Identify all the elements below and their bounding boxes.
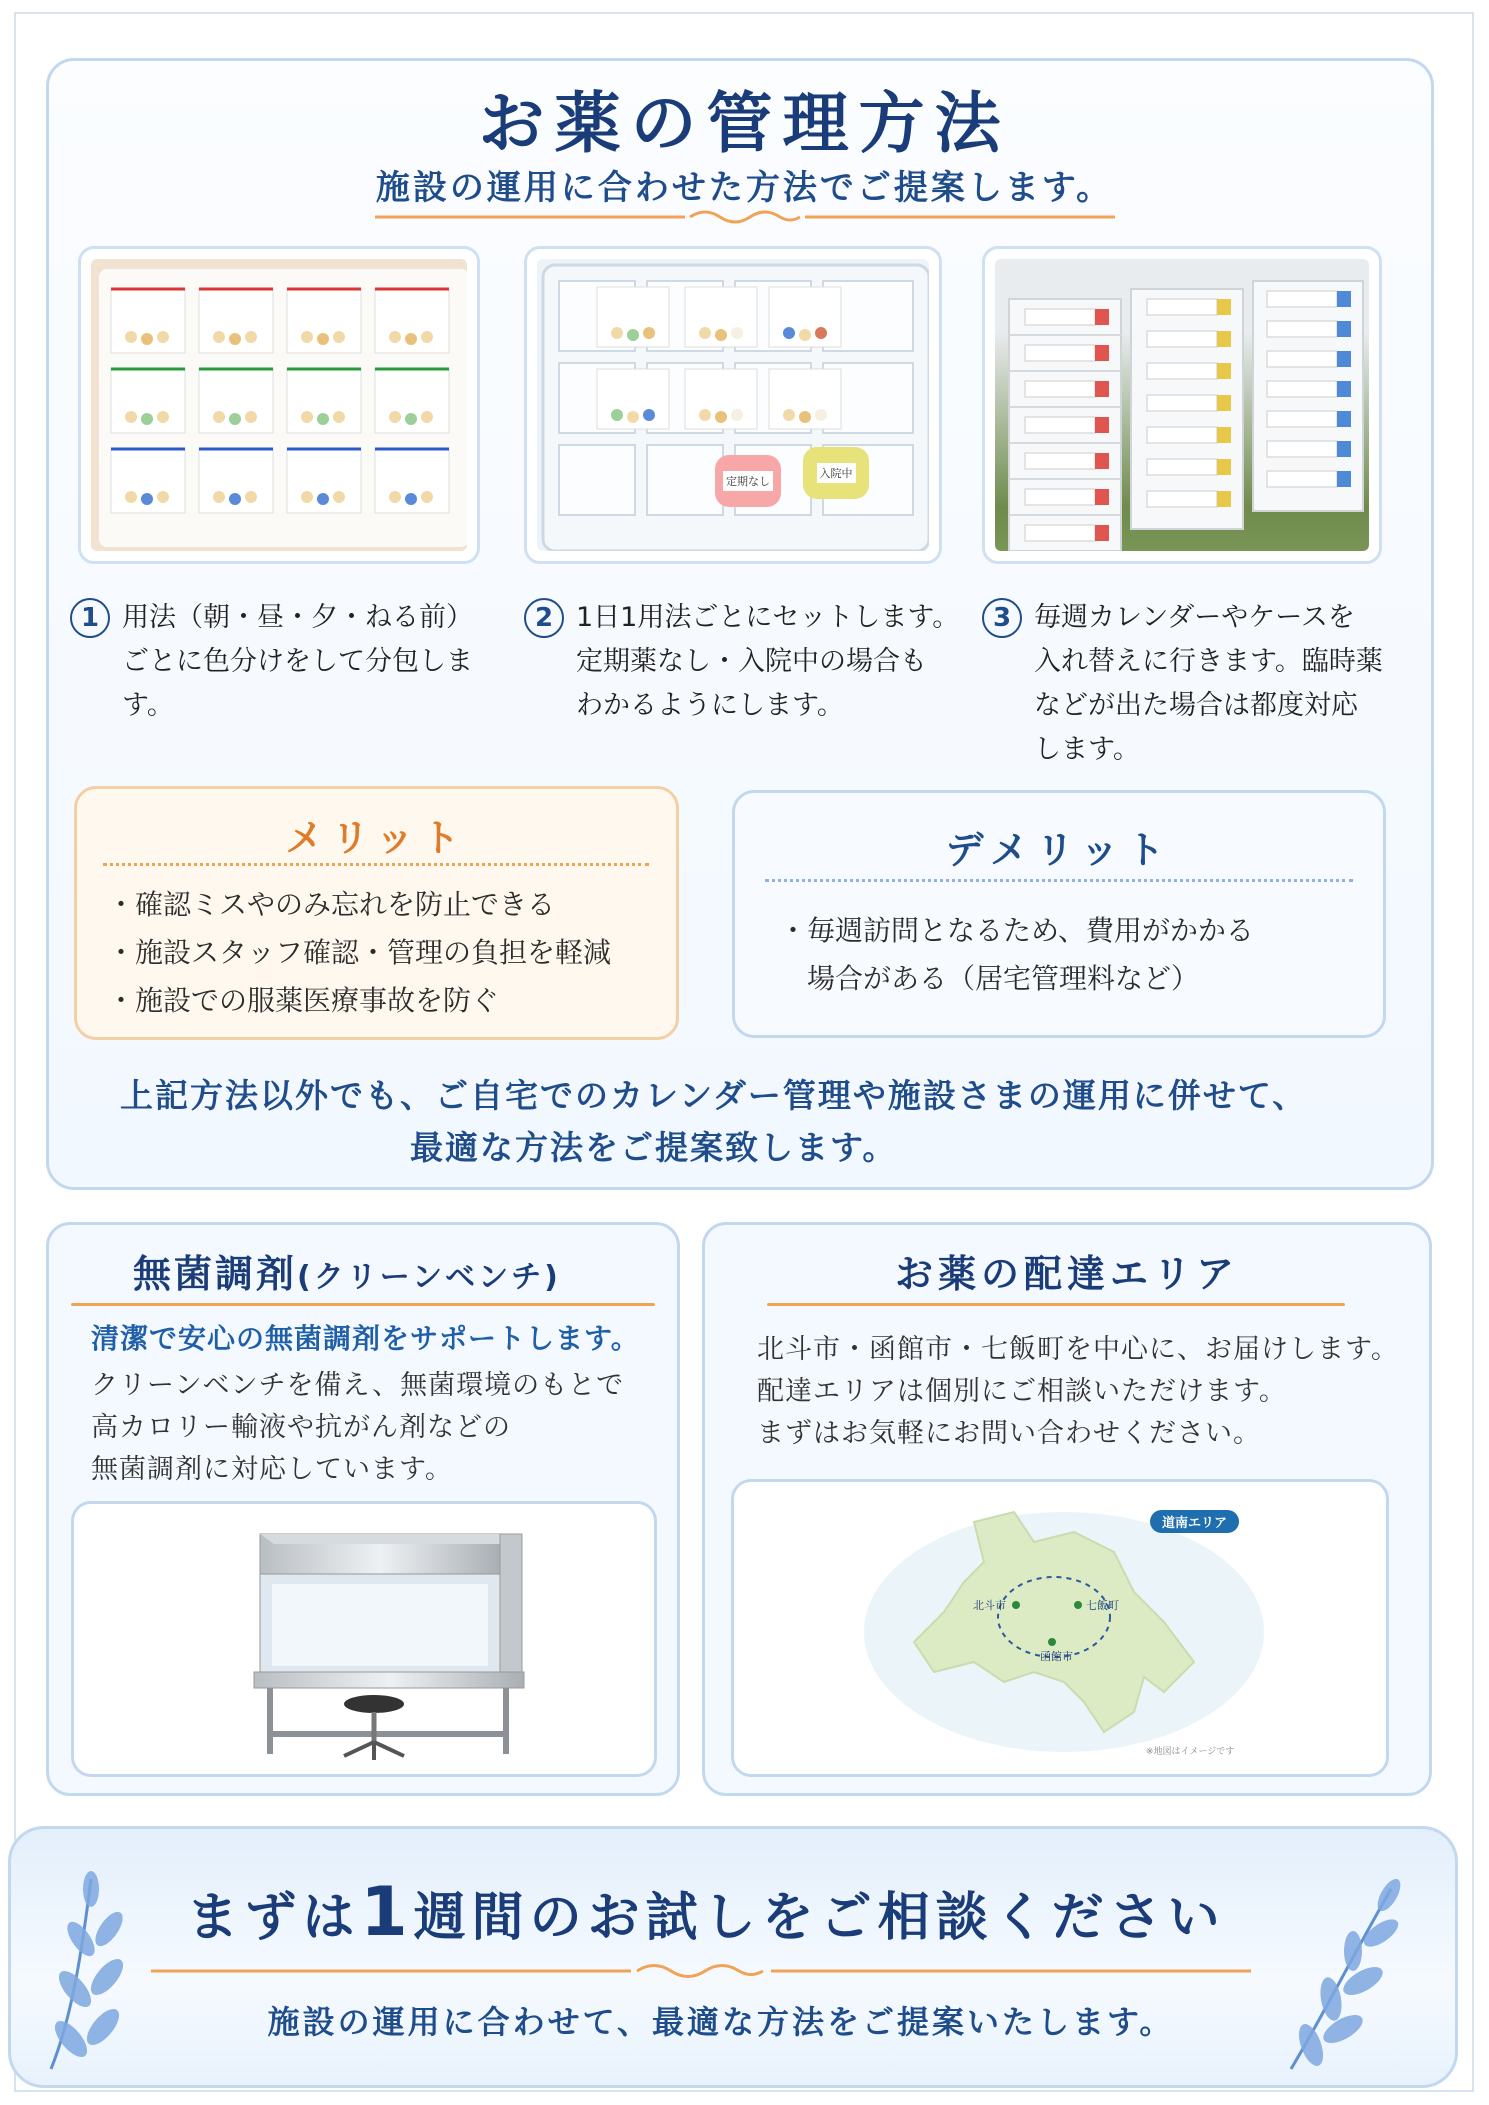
delivery-map (731, 1479, 1389, 1777)
city-nanae: 七飯町 (1086, 1599, 1119, 1612)
step-number: 1 (70, 598, 110, 638)
merit-box (74, 786, 679, 1040)
merit-divider (103, 863, 649, 866)
label-nyuin: 入院中 (803, 447, 869, 499)
label-teiki: 定期なし (715, 455, 781, 507)
map-badge: 道南エリア (1150, 1510, 1239, 1533)
tray-illustration (537, 259, 929, 551)
demerit-item: ・毎週訪問となるため、費用がかかる (779, 914, 1254, 947)
map-illustration (734, 1482, 1386, 1774)
demerit-box (732, 790, 1386, 1038)
clean-bench-panel (46, 1222, 680, 1796)
city-hokuto: 北斗市 (973, 1599, 1006, 1612)
photo-tray (524, 246, 942, 564)
step-3: 3 毎週カレンダーやケースを 入れ替えに行きます。臨時薬 などが出た場合は都度対応 します。 (982, 596, 1402, 776)
packets-illustration (91, 259, 467, 551)
map-note: ※地図はイメージです (1146, 1747, 1235, 1757)
clean-body: クリーンベンチを備え、無菌環境のもとで 高カロリー輸液や抗がん剤などの 無菌調剤に対応しています。 (91, 1370, 625, 1485)
page-subtitle: 施設の運用に合わせた方法でご提案します。 (375, 168, 1114, 208)
merit-item: ・施設スタッフ確認・管理の負担を軽減 (107, 936, 612, 969)
step-number: 3 (982, 598, 1022, 638)
cases-illustration (995, 259, 1369, 551)
delivery-title: お薬の配達エリア (894, 1252, 1239, 1296)
merit-item: ・確認ミスやのみ忘れを防止できる (107, 888, 556, 921)
cta-banner (8, 1826, 1458, 2088)
clean-bench-illustration (74, 1504, 654, 1774)
page-title: お薬の管理方法 (478, 85, 1011, 162)
merit-title: メリット (285, 816, 468, 860)
step-1: 1 用法（朝・昼・夕・ねる前） ごとに色分けをして分包します。 (70, 596, 490, 696)
note-line-1: 上記方法以外でも、ご自宅でのカレンダー管理や施設さまの運用に併せて、 (120, 1076, 1308, 1115)
demerit-item: 場合がある（居宅管理料など） (779, 962, 1200, 995)
clean-divider (71, 1303, 655, 1306)
demerit-divider (765, 879, 1353, 882)
delivery-body: 北斗市・函館市・七飯町を中心に、お届けします。 配達エリアは個別にご相談いただけます。 まずはお気軽にお問い合わせください。 (757, 1334, 1399, 1449)
demerit-title: デメリット (945, 828, 1173, 872)
clean-lead: 清潔で安心の無菌調剤をサポートします。 (91, 1322, 640, 1355)
ornament-divider (375, 210, 1115, 224)
delivery-panel (702, 1222, 1432, 1796)
step-number: 2 (524, 598, 564, 638)
cta-subtitle: 施設の運用に合わせて、最適な方法をご提案いたします。 (267, 2003, 1175, 2041)
photo-packets (78, 246, 480, 564)
demerit-list (779, 907, 1254, 1003)
cta-title: まずは1週間のお試しをご相談ください (186, 1873, 1226, 1952)
photo-cases (982, 246, 1382, 564)
note-line-2: 最適な方法をご提案致します。 (410, 1128, 898, 1167)
merit-list (107, 881, 611, 1025)
delivery-divider (767, 1303, 1345, 1306)
clean-title: 無菌調剤(クリーンベンチ) (133, 1252, 561, 1296)
merit-item: ・施設での服薬医療事故を防ぐ (107, 984, 500, 1017)
cta-ornament-divider (151, 1963, 1251, 1979)
step-2: 2 1日1用法ごとにセットします。 定期薬なし・入院中の場合も わかるようにします。 (524, 596, 964, 736)
city-hakodate: 函館市 (1040, 1650, 1073, 1663)
clean-bench-photo (71, 1501, 657, 1777)
